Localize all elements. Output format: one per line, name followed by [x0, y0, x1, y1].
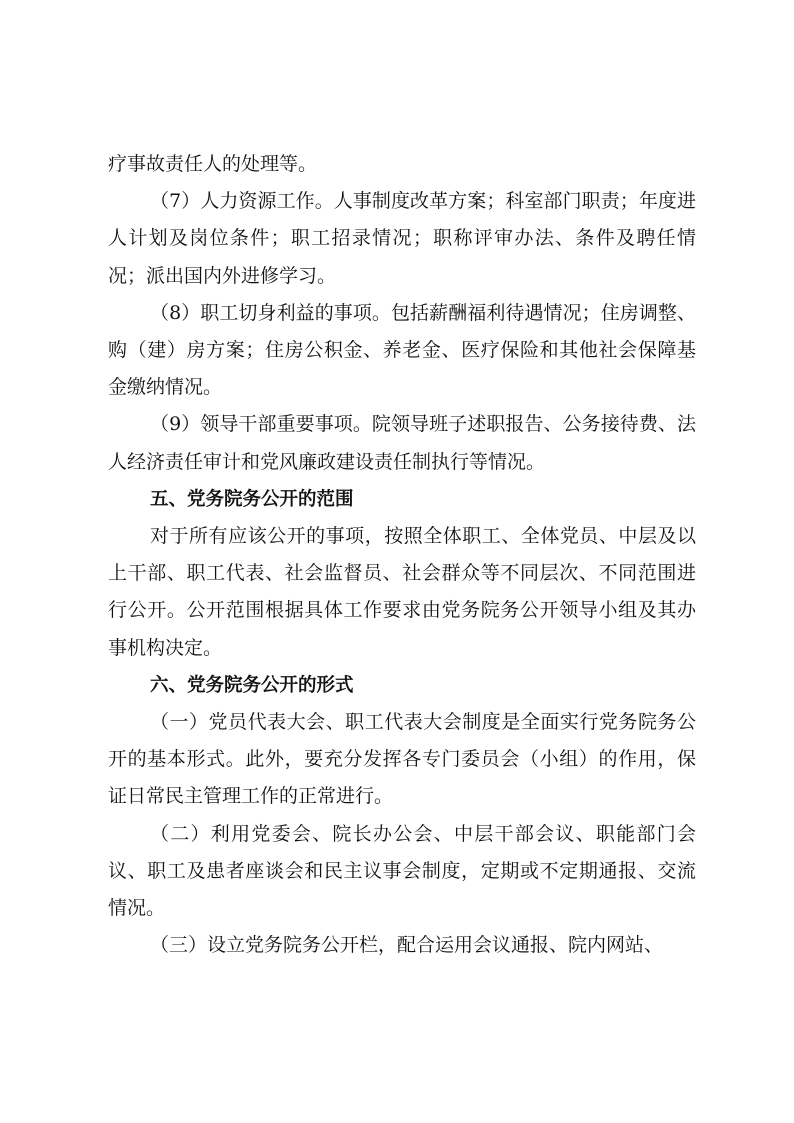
paragraph-continuation: 疗事故责任人的处理等。 — [108, 153, 318, 175]
paragraph-form-three: （三）设立党务院务公开栏，配合运用会议通报、院内网站、 — [150, 934, 664, 957]
document-body — [108, 146, 696, 964]
paragraph-leadership-matters: （9）领导干部重要事项。院领导班子述职报告、公务接待费、法人经济责任审计和党风廉政建设责任制执行等情况。 — [108, 413, 696, 473]
paragraph-scope: 对于所有应该公开的事项，按照全体职工、全体党员、中层及以上干部、职工代表、社会监督员、社会群众等不同层次、不同范围进行公开。公开范围根据具体工作要求由党务院务公开领导小组及其办事机构决定。 — [108, 525, 696, 659]
section-heading-scope: 五、党务院务公开的范围 — [150, 488, 354, 510]
paragraph-form-two: （二）利用党委会、院长办公会、中层干部会议、职能部门会议、职工及患者座谈会和民主议事会制度，定期或不定期通报、交流情况。 — [108, 822, 696, 920]
paragraph-form-one: （一）党员代表大会、职工代表大会制度是全面实行党务院务公开的基本形式。此外，要充分发挥各专门委员会（小组）的作用，保证日常民主管理工作的正常进行。 — [108, 711, 696, 808]
paragraph-staff-interests: （8）职工切身利益的事项。包括薪酬福利待遇情况；住房调整、购（建）房方案；住房公积金、养老金、医疗保险和其他社会保障基金缴纳情况。 — [108, 301, 696, 399]
section-heading-forms: 六、党务院务公开的形式 — [150, 674, 354, 696]
paragraph-human-resources: （7）人力资源工作。人事制度改革方案；科室部门职责；年度进人计划及岗位条件；职工招录情况；职称评审办法、条件及聘任情况；派出国内外进修学习。 — [108, 190, 696, 287]
